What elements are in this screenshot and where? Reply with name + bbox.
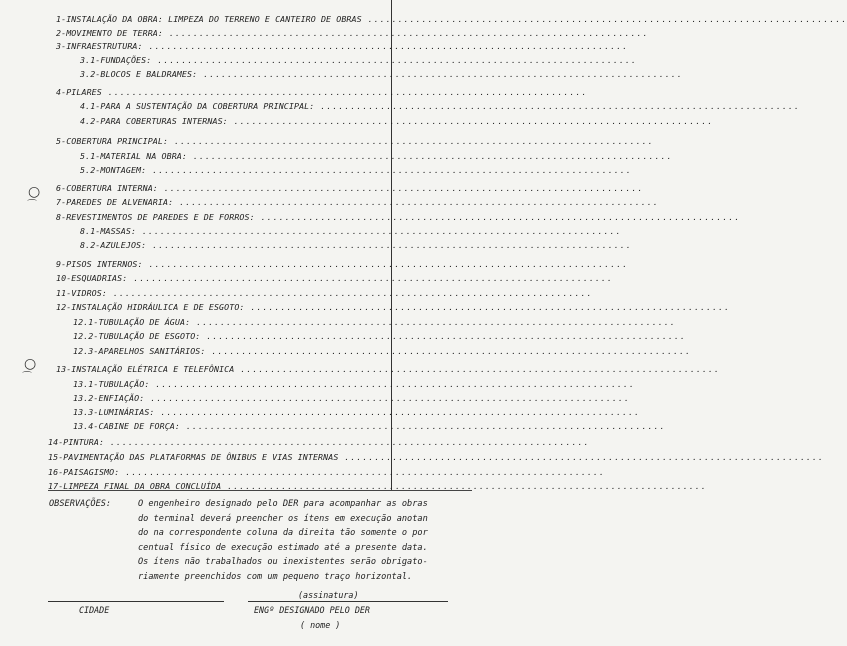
leader-dots: ................................................................................ bbox=[180, 421, 666, 431]
leader-dots: ................................................................................ bbox=[234, 364, 720, 374]
checklist-item bbox=[80, 226, 622, 236]
name-label: ( nome ) bbox=[300, 620, 341, 630]
checklist-item bbox=[73, 393, 630, 403]
leader-dots: ................................................................................ bbox=[200, 331, 686, 341]
checklist-item bbox=[80, 240, 632, 250]
checklist-item-label: 13.2-ENFIAÇÃO: bbox=[73, 393, 145, 403]
checklist-item-label: 3.1-FUNDAÇÕES: bbox=[80, 55, 152, 65]
checklist-item bbox=[73, 407, 641, 417]
checklist-item-label: 12-INSTALAÇÃO HIDRÁULICA E DE ESGOTO: bbox=[56, 302, 245, 312]
city-label: CIDADE bbox=[79, 605, 110, 615]
leader-dots: ................................................................................ bbox=[144, 393, 630, 403]
signature-line bbox=[248, 601, 448, 602]
leader-dots: ................................................................................ bbox=[104, 437, 590, 447]
checklist-item bbox=[80, 101, 800, 111]
observations-line: Os ítens não trabalhados ou inexistentes serão obrigato- bbox=[138, 557, 428, 567]
checklist-item-label: 8.1-MASSAS: bbox=[80, 226, 137, 236]
checklist-item bbox=[73, 331, 686, 341]
checklist-item-label: 14-PINTURA: bbox=[48, 437, 105, 447]
observations-heading: OBSERVAÇÕES: bbox=[49, 499, 112, 509]
checklist-item-label: 12.3-APARELHOS SANITÁRIOS: bbox=[73, 346, 206, 356]
checklist-item-label: 4.2-PARA COBERTURAS INTERNAS: bbox=[80, 116, 228, 126]
leader-dots: ................................................................................ bbox=[338, 452, 825, 462]
checklist-item-label: 12.2-TUBULAÇÃO DE ESGOTO: bbox=[73, 331, 201, 341]
checklist-item-label: 8.2-AZULEJOS: bbox=[80, 240, 147, 250]
leader-dots: ................................................................................ bbox=[146, 240, 632, 250]
checklist-item bbox=[80, 151, 673, 161]
leader-dots: ................................................................................ bbox=[227, 116, 714, 126]
observations-line: O engenheiro designado pelo DER para acompanhar as obras bbox=[138, 499, 428, 509]
checklist-item bbox=[80, 116, 714, 126]
checklist-item bbox=[56, 288, 593, 298]
leader-dots: ................................................................................ bbox=[197, 69, 683, 79]
checklist-item bbox=[56, 28, 649, 38]
hole-punch-mark: ⌒ bbox=[22, 372, 32, 383]
checklist-item bbox=[56, 273, 613, 283]
checklist-item-label: 17-LIMPEZA FINAL DA OBRA CONCLUÍDA bbox=[48, 481, 222, 491]
checklist-item-label: 11-VIDROS: bbox=[56, 288, 107, 298]
leader-dots: ................................................................................ bbox=[187, 151, 673, 161]
checklist-item-label: 5.1-MATERIAL NA OBRA: bbox=[80, 151, 187, 161]
engineer-label: ENGº DESIGNADO PELO DER bbox=[254, 605, 370, 615]
checklist-item bbox=[56, 302, 731, 312]
checklist-item bbox=[56, 14, 847, 24]
leader-dots: ................................................................................ bbox=[142, 259, 629, 269]
leader-dots: ................................................................................ bbox=[314, 101, 800, 111]
checklist-item-label: 10-ESQUADRIAS: bbox=[56, 273, 128, 283]
checklist-item bbox=[56, 87, 588, 97]
leader-dots: ................................................................................ bbox=[151, 55, 637, 65]
checklist-item bbox=[73, 421, 666, 431]
checklist-item-label: 4.1-PARA A SUSTENTAÇÃO DA COBERTURA PRINCIPAL: bbox=[80, 101, 315, 111]
leader-dots: ................................................................................ bbox=[101, 87, 588, 97]
checklist-item bbox=[56, 136, 654, 146]
leader-dots: ................................................................................ bbox=[146, 165, 632, 175]
observations-line: riamente preenchidos com um pequeno traço horizontal. bbox=[138, 571, 413, 582]
checklist-item bbox=[56, 183, 644, 193]
checklist-item-label: 3.2-BLOCOS E BALDRAMES: bbox=[80, 69, 198, 79]
checklist-item-label: 13.1-TUBULAÇÃO: bbox=[73, 379, 150, 389]
checklist-item bbox=[48, 467, 605, 477]
checklist-item bbox=[73, 346, 692, 356]
observations-line: do terminal deverá preencher os ítens em execução anotan bbox=[138, 513, 428, 524]
leader-dots: ................................................................................ bbox=[136, 226, 622, 236]
checklist-item-label: 15-PAVIMENTAÇÃO DAS PLATAFORMAS DE ÔNIBUS E VIAS INTERNAS bbox=[48, 452, 339, 462]
checklist-item bbox=[80, 55, 637, 65]
checklist-item-label: 6-COBERTURA INTERNA: bbox=[56, 183, 158, 193]
checklist-item-label: 5-COBERTURA PRINCIPAL: bbox=[56, 136, 169, 146]
checklist-item bbox=[56, 212, 741, 222]
hole-punch-mark: ○ bbox=[28, 184, 41, 200]
leader-dots: ................................................................................ bbox=[149, 379, 636, 389]
checklist-item-label: 16-PAISAGISMO: bbox=[48, 467, 120, 477]
checklist-item-label: 12.1-TUBULAÇÃO DE ÁGUA: bbox=[73, 317, 191, 327]
leader-dots: ................................................................................ bbox=[163, 28, 649, 38]
checklist-item-label: 5.2-MONTAGEM: bbox=[80, 165, 147, 175]
checklist-item-label: 9-PISOS INTERNOS: bbox=[56, 259, 143, 269]
checklist-item-label: 4-PILARES bbox=[56, 87, 102, 97]
checklist-item-label: 2-MOVIMENTO DE TERRA: bbox=[56, 28, 163, 38]
checklist-item bbox=[48, 437, 590, 447]
leader-dots: ................................................................................ bbox=[127, 273, 613, 283]
leader-dots: ................................................................................ bbox=[173, 197, 659, 207]
checklist-item bbox=[73, 317, 676, 327]
leader-dots: ................................................................................ bbox=[361, 14, 847, 24]
observations-line: centual físico de execução estimado até a presente data. bbox=[138, 542, 428, 553]
leader-dots: ................................................................................ bbox=[168, 136, 654, 146]
leader-dots: ................................................................................ bbox=[190, 317, 676, 327]
checklist-item-label: 3-INFRAESTRUTURA: bbox=[56, 41, 143, 51]
leader-dots: ................................................................................ bbox=[221, 481, 707, 491]
checklist-item-label: 1-INSTALAÇÃO DA OBRA: LIMPEZA DO TERRENO E CANTEIRO DE OBRAS bbox=[56, 14, 362, 24]
city-line bbox=[48, 601, 224, 602]
hole-punch-mark: ⌒ bbox=[27, 200, 37, 211]
checklist-item bbox=[56, 41, 629, 51]
checklist-item-label: 7-PAREDES DE ALVENARIA: bbox=[56, 197, 174, 207]
checklist-item-label: 13.4-CABINE DE FORÇA: bbox=[73, 421, 180, 431]
leader-dots: ................................................................................ bbox=[244, 302, 731, 312]
checklist-item-label: 8-REVESTIMENTOS DE PAREDES E DE FORROS: bbox=[56, 212, 255, 222]
hole-punch-mark: ○ bbox=[24, 356, 37, 372]
leader-dots: ................................................................................ bbox=[157, 183, 644, 193]
checklist-item-label: 13-INSTALAÇÃO ELÉTRICA E TELEFÔNICA bbox=[56, 364, 235, 374]
checklist-item bbox=[48, 481, 707, 491]
checklist-item bbox=[80, 69, 683, 79]
leader-dots: ................................................................................ bbox=[119, 467, 605, 477]
checklist-item-label: 13.3-LUMINÁRIAS: bbox=[73, 407, 155, 417]
leader-dots: ................................................................................ bbox=[205, 346, 692, 356]
leader-dots: ................................................................................ bbox=[154, 407, 641, 417]
observations-line: do na correspondente coluna da direita tão somente o por bbox=[138, 528, 428, 538]
leader-dots: ................................................................................ bbox=[254, 212, 741, 222]
checklist-item bbox=[56, 197, 659, 207]
leader-dots: ................................................................................ bbox=[106, 288, 593, 298]
checklist-item bbox=[56, 259, 629, 269]
checklist-item bbox=[48, 452, 825, 462]
checklist-item bbox=[56, 364, 720, 374]
checklist-item bbox=[80, 165, 632, 175]
signature-label: (assinatura) bbox=[298, 590, 359, 600]
leader-dots: ................................................................................ bbox=[142, 41, 629, 51]
checklist-item bbox=[73, 379, 636, 389]
